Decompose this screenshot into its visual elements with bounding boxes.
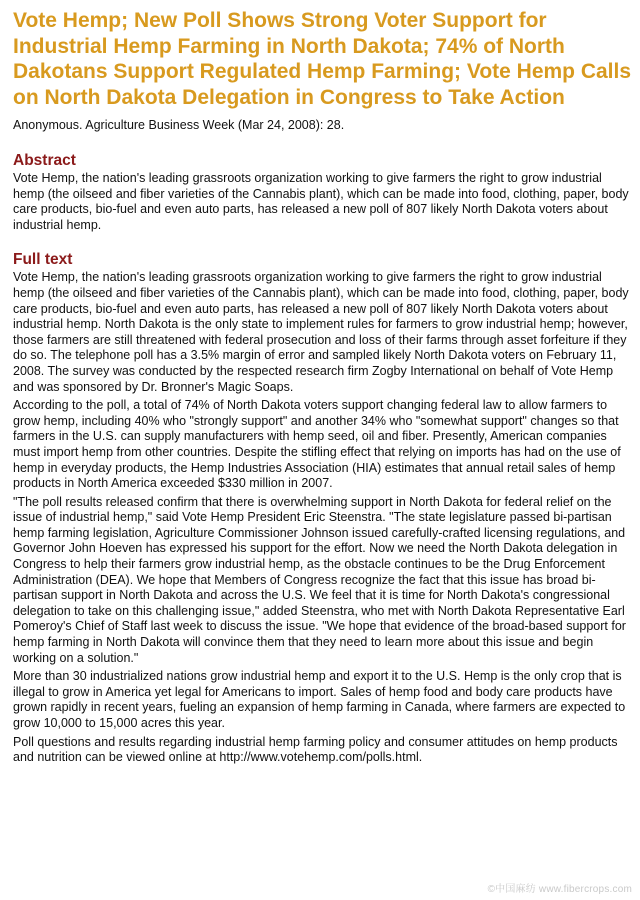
full-text-paragraph: According to the poll, a total of 74% of North Dakota voters support changing federal law to allow farmers to grow hemp, including 40% who "strongly support" and another 34% who "somewhat support" changes so that farmers in the U.S. can supply manufacturers with hemp seed, oil and fiber. Presently, American companies must import hemp from other countries. Despite the stifling effect that relying on imports has had on the use of hemp in everyday products, the Hemp Industries Association (HIA) estimates that annual retail sales of hemp products in North America exceeded $330 million in 2007. [13, 398, 621, 491]
abstract-section [13, 152, 634, 233]
article-citation: Anonymous. Agriculture Business Week (Mar 24, 2008): 28. [13, 118, 345, 132]
full-text-paragraph: Vote Hemp, the nation's leading grassroots organization working to give farmers the right to grow industrial hemp (the oilseed and fiber varieties of the Cannabis plant), which can be made into food, clothing, paper, body care products, bio-fuel and even auto parts, has released a new poll of 807 likely North Dakota voters about industrial hemp. North Dakota is the only state to implement rules for farmers to grow industrial hemp; however, those farmers are still threatened with federal prosecution and loss of their farms through asset forfeiture if they do so. The telephone poll has a 3.5% margin of error and sampled likely North Dakota voters on February 11, 2008. The survey was conducted by the respected research firm Zogby International on behalf of Vote Hemp and was sponsored by Dr. Bronner's Magic Soaps. [13, 270, 629, 394]
article-title: Vote Hemp; New Poll Shows Strong Voter Support for Industrial Hemp Farming in North Dakota; 74% of North Dakotans Support Regulated Hemp Farming; Vote Hemp Calls on North Dakota Delegation in Congress to Take Action [13, 9, 632, 109]
site-watermark: ©中国麻纺 www.fibercrops.com [487, 884, 632, 895]
abstract-heading: Abstract [13, 152, 76, 169]
abstract-text: Vote Hemp, the nation's leading grassroots organization working to give farmers the right to grow industrial hemp (the oilseed and fiber varieties of the Cannabis plant), which can be made into food, clothing, paper, body care products, bio-fuel and even auto parts, has released a new poll of 807 likely North Dakota voters about industrial hemp. [13, 171, 629, 232]
full-text-paragraph: "The poll results released confirm that there is overwhelming support in North Dakota for federal relief on the issue of industrial hemp," said Vote Hemp President Eric Steenstra. "The state legislature passed bi-partisan hemp farming legislation, Agriculture Commissioner Johnson issued carefully-crafted licensing regulations, and Governor John Hoeven has expressed his support for the effort. Now we need the North Dakota delegation in Congress to help their farmers grow industrial hemp, as the obstacle continues to be the Drug Enforcement Administration (DEA). We hope that Members of Congress recognize the fact that this issue has broad bi-partisan support in North Dakota and across the U.S. We feel that it is time for North Dakota's congressional delegation to take on this challenging issue," added Steenstra, who met with North Dakota Representative Earl Pomeroy's Chief of Staff last week to discuss the issue. "We hope that evidence of the broad-based support for hemp farming in North Dakota will convince them that they need to learn more about this issue and begin working on a solution." [13, 494, 626, 665]
full-text-paragraph: Poll questions and results regarding industrial hemp farming policy and consumer attitudes on hemp products and nutrition can be viewed online at http://www.votehemp.com/polls.html. [13, 734, 618, 765]
full-text-paragraph: More than 30 industrialized nations grow industrial hemp and export it to the U.S. Hemp is the only crop that is illegal to grow in America yet legal for Americans to import. Sales of hemp food and body care products have grown rapidly in recent years, fueling an expansion of hemp farming in Canada, where farmers are expected to grow 10,000 to 15,000 acres this year. [13, 669, 626, 730]
full-text-section [13, 251, 634, 765]
full-text-heading: Full text [13, 251, 73, 269]
